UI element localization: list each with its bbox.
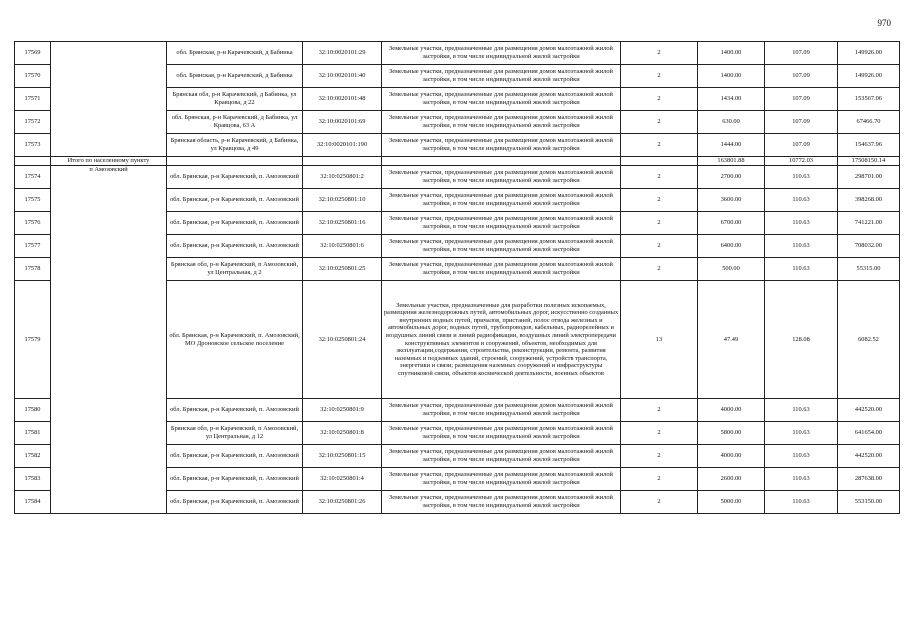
address-cell: обл. Брянская, р-н Карачевский, д Бабинка <box>167 65 303 88</box>
category-cell: 2 <box>621 258 698 281</box>
land-use-cell: Земельные участки, предназначенные для размещения домов малоэтажной жилой застройки, в том числе индивидуальной жилой застройки <box>382 445 621 468</box>
table-section-subtotal <box>15 157 900 166</box>
address-cell: обл. Брянская, р-н Карачевский, п. Амозовский <box>167 445 303 468</box>
row-number: 17582 <box>15 445 51 468</box>
address-cell: обл. Брянская, р-н Карачевский, п. Амозовский <box>167 399 303 422</box>
subtotal-use-cell <box>382 157 621 166</box>
cadastral-value-table <box>14 41 900 514</box>
cadastral-value-cell: 153567.06 <box>838 88 900 111</box>
row-number: 17572 <box>15 111 51 134</box>
land-use-cell: Земельные участки, предназначенные для размещения домов малоэтажной жилой застройки, в том числе индивидуальной жилой застройки <box>382 166 621 189</box>
row-number: 17576 <box>15 212 51 235</box>
subtotal-num-cell <box>15 157 51 166</box>
cadastral-number-cell: 32:10:0020101:48 <box>303 88 382 111</box>
row-number: 17583 <box>15 468 51 491</box>
row-number: 17571 <box>15 88 51 111</box>
category-cell: 2 <box>621 88 698 111</box>
land-use-cell: Земельные участки, предназначенные для размещения домов малоэтажной жилой застройки, в том числе индивидуальной жилой застройки <box>382 189 621 212</box>
table-row <box>15 166 900 189</box>
row-number: 17577 <box>15 235 51 258</box>
rate-cell: 110.63 <box>765 166 838 189</box>
subtotal-row <box>15 157 900 166</box>
category-cell: 2 <box>621 422 698 445</box>
category-cell: 2 <box>621 111 698 134</box>
area-cell: 4000.00 <box>698 399 765 422</box>
category-cell: 2 <box>621 235 698 258</box>
area-cell: 1400.00 <box>698 42 765 65</box>
row-number: 17573 <box>15 134 51 157</box>
place-name-cell: п Амозовский <box>51 166 167 514</box>
area-cell: 2600.00 <box>698 468 765 491</box>
place-name-cell <box>51 42 167 157</box>
address-cell: Брянская обл, р-н Карачевский, п Амозовский, ул Центральная, д 12 <box>167 422 303 445</box>
land-use-cell: Земельные участки, предназначенные для размещения домов малоэтажной жилой застройки, в том числе индивидуальной жилой застройки <box>382 65 621 88</box>
row-number: 17581 <box>15 422 51 445</box>
area-cell: 6400.00 <box>698 235 765 258</box>
address-cell: обл. Брянская, р-н Карачевский, д Бабинка <box>167 42 303 65</box>
page-number: 970 <box>877 18 891 28</box>
land-use-cell: Земельные участки, предназначенные для размещения домов малоэтажной жилой застройки, в том числе индивидуальной жилой застройки <box>382 399 621 422</box>
category-cell: 2 <box>621 189 698 212</box>
subtotal-label: Итого по населенному пункту <box>51 157 167 166</box>
address-cell: обл. Брянская, р-н Карачевский, п. Амозовский <box>167 235 303 258</box>
rate-cell: 110.63 <box>765 399 838 422</box>
cadastral-value-cell: 55315.00 <box>838 258 900 281</box>
rate-cell: 110.63 <box>765 422 838 445</box>
cadastral-value-cell: 708032.00 <box>838 235 900 258</box>
table-section-top <box>15 42 900 157</box>
rate-cell: 110.63 <box>765 491 838 514</box>
category-cell: 2 <box>621 212 698 235</box>
category-cell: 2 <box>621 65 698 88</box>
address-cell: обл. Брянская, р-н Карачевский, п. Амозовский <box>167 212 303 235</box>
rate-cell: 110.63 <box>765 189 838 212</box>
row-number: 17570 <box>15 65 51 88</box>
area-cell: 1444.00 <box>698 134 765 157</box>
area-cell: 2700.00 <box>698 166 765 189</box>
cadastral-number-cell: 32:10:0020101:40 <box>303 65 382 88</box>
rate-cell: 110.63 <box>765 212 838 235</box>
rate-cell: 107.09 <box>765 111 838 134</box>
cadastral-value-cell: 641654.00 <box>838 422 900 445</box>
area-cell: 630.00 <box>698 111 765 134</box>
area-cell: 47.49 <box>698 281 765 399</box>
subtotal-rate: 10772.03 <box>765 157 838 166</box>
cadastral-number-cell: 32:10:0250801:25 <box>303 258 382 281</box>
category-cell: 2 <box>621 399 698 422</box>
category-cell: 2 <box>621 468 698 491</box>
rate-cell: 128.08 <box>765 281 838 399</box>
rate-cell: 107.09 <box>765 134 838 157</box>
area-cell: 5000.00 <box>698 491 765 514</box>
cadastral-value-cell: 553150.00 <box>838 491 900 514</box>
category-cell: 2 <box>621 491 698 514</box>
row-number: 17575 <box>15 189 51 212</box>
area-cell: 4000.00 <box>698 445 765 468</box>
address-cell: обл. Брянская, р-н Карачевский, п. Амозовский <box>167 166 303 189</box>
cadastral-number-cell: 32:10:0020101:69 <box>303 111 382 134</box>
row-number: 17580 <box>15 399 51 422</box>
cadastral-value-cell: 741221.00 <box>838 212 900 235</box>
land-use-cell: Земельные участки, предназначенные для размещения домов малоэтажной жилой застройки, в том числе индивидуальной жилой застройки <box>382 212 621 235</box>
category-cell: 2 <box>621 134 698 157</box>
category-cell: 2 <box>621 445 698 468</box>
cadastral-number-cell: 32:10:0250801:6 <box>303 235 382 258</box>
address-cell: обл. Брянская, р-н Карачевский, п. Амозовский <box>167 189 303 212</box>
cadastral-number-cell: 32:10:0250801:9 <box>303 399 382 422</box>
row-number: 17569 <box>15 42 51 65</box>
table-row <box>15 42 900 65</box>
cadastral-number-cell: 32:10:0020101:190 <box>303 134 382 157</box>
cadastral-number-cell: 32:10:0250801:4 <box>303 468 382 491</box>
row-number: 17578 <box>15 258 51 281</box>
land-use-cell: Земельные участки, предназначенные для размещения домов малоэтажной жилой застройки, в том числе индивидуальной жилой застройки <box>382 88 621 111</box>
cadastral-value-cell: 442520.00 <box>838 399 900 422</box>
rate-cell: 110.63 <box>765 258 838 281</box>
land-use-cell: Земельные участки, предназначенные для размещения домов малоэтажной жилой застройки, в том числе индивидуальной жилой застройки <box>382 422 621 445</box>
rate-cell: 107.09 <box>765 65 838 88</box>
cadastral-value-cell: 154637.96 <box>838 134 900 157</box>
land-use-cell: Земельные участки, предназначенные для размещения домов малоэтажной жилой застройки, в том числе индивидуальной жилой застройки <box>382 235 621 258</box>
row-number: 17574 <box>15 166 51 189</box>
cadastral-number-cell: 32:10:0250801:2 <box>303 166 382 189</box>
land-use-cell: Земельные участки, предназначенные для размещения домов малоэтажной жилой застройки, в том числе индивидуальной жилой застройки <box>382 258 621 281</box>
category-cell: 2 <box>621 166 698 189</box>
cadastral-value-cell: 149926.00 <box>838 42 900 65</box>
area-cell: 1400.00 <box>698 65 765 88</box>
subtotal-address-cell <box>167 157 303 166</box>
area-cell: 500.00 <box>698 258 765 281</box>
area-cell: 1434.00 <box>698 88 765 111</box>
cadastral-number-cell: 32:10:0250801:24 <box>303 281 382 399</box>
rate-cell: 107.09 <box>765 42 838 65</box>
area-cell: 3600.00 <box>698 189 765 212</box>
cadastral-number-cell: 32:10:0250801:15 <box>303 445 382 468</box>
land-use-cell: Земельные участки, предназначенные для размещения домов малоэтажной жилой застройки, в том числе индивидуальной жилой застройки <box>382 134 621 157</box>
address-cell: Брянская область, р-н Карачевский, д Бабинка, ул Кравцова, д 49 <box>167 134 303 157</box>
subtotal-value: 17508150.14 <box>838 157 900 166</box>
address-cell: Брянская обл, р-н Карачевский, д Бабинка, ул Кравцова, д 22 <box>167 88 303 111</box>
cadastral-number-cell: 32:10:0250801:26 <box>303 491 382 514</box>
rate-cell: 110.63 <box>765 235 838 258</box>
area-cell: 5800.00 <box>698 422 765 445</box>
cadastral-value-cell: 442520.00 <box>838 445 900 468</box>
rate-cell: 110.63 <box>765 445 838 468</box>
area-cell: 6700.00 <box>698 212 765 235</box>
land-use-cell: Земельные участки, предназначенные для разработки полезных ископаемых, размещения железнодорожных путей, автомобильных дорог, искусственно созданных внутренних водных путей, причалов, пристаней, полос отвода железных и автомобильных дорог, водных путей, трубопроводов, кабельных, радиорелейных и воздушных линий связи и линий радиофикации, воздушных линий электропередачи конструктивных элементов и сооружений, объектов, необходимых для эксплуатации,содержания, строительства, реконструкции, ремонта, развития наземных и подземных зданий, строений, сооружений, устройств транспорта, энергетики и связи; размещения наземных сооружений и инфраструктуры спутниковой связи, объектов космической деятельности, военных объектов <box>382 281 621 399</box>
cadastral-value-cell: 6082.52 <box>838 281 900 399</box>
category-cell: 13 <box>621 281 698 399</box>
cadastral-number-cell: 32:10:0250801:8 <box>303 422 382 445</box>
subtotal-area: 163801.88 <box>698 157 765 166</box>
subtotal-cadastral-cell <box>303 157 382 166</box>
cadastral-value-cell: 67466.70 <box>838 111 900 134</box>
address-cell: обл. Брянская, р-н Карачевский, п. Амозовский <box>167 491 303 514</box>
address-cell: обл. Брянская, р-н Карачевский, п. Амозовский <box>167 468 303 491</box>
row-number: 17584 <box>15 491 51 514</box>
land-use-cell: Земельные участки, предназначенные для размещения домов малоэтажной жилой застройки, в том числе индивидуальной жилой застройки <box>382 491 621 514</box>
cadastral-value-cell: 298701.00 <box>838 166 900 189</box>
rate-cell: 110.63 <box>765 468 838 491</box>
cadastral-number-cell: 32:10:0250801:10 <box>303 189 382 212</box>
cadastral-value-cell: 149926.00 <box>838 65 900 88</box>
category-cell: 2 <box>621 42 698 65</box>
table-section-bottom <box>15 166 900 514</box>
land-use-cell: Земельные участки, предназначенные для размещения домов малоэтажной жилой застройки, в том числе индивидуальной жилой застройки <box>382 111 621 134</box>
cadastral-number-cell: 32:10:0020101:29 <box>303 42 382 65</box>
address-cell: Брянская обл, р-н Карачевский, п Амозовский, ул Центральная, д 2 <box>167 258 303 281</box>
address-cell: обл. Брянская, р-н Карачевский, д Бабинка, ул Кравцова, 63 А <box>167 111 303 134</box>
land-use-cell: Земельные участки, предназначенные для размещения домов малоэтажной жилой застройки, в том числе индивидуальной жилой застройки <box>382 468 621 491</box>
row-number: 17579 <box>15 281 51 399</box>
cadastral-number-cell: 32:10:0250801:16 <box>303 212 382 235</box>
rate-cell: 107.09 <box>765 88 838 111</box>
cadastral-value-cell: 287638.00 <box>838 468 900 491</box>
land-use-cell: Земельные участки, предназначенные для размещения домов малоэтажной жилой застройки, в том числе индивидуальной жилой застройки <box>382 42 621 65</box>
address-cell: обл. Брянская, р-н Карачевский, п. Амозовский, МО Дроновское сельское поселение <box>167 281 303 399</box>
cadastral-value-cell: 398268.00 <box>838 189 900 212</box>
subtotal-category-cell <box>621 157 698 166</box>
